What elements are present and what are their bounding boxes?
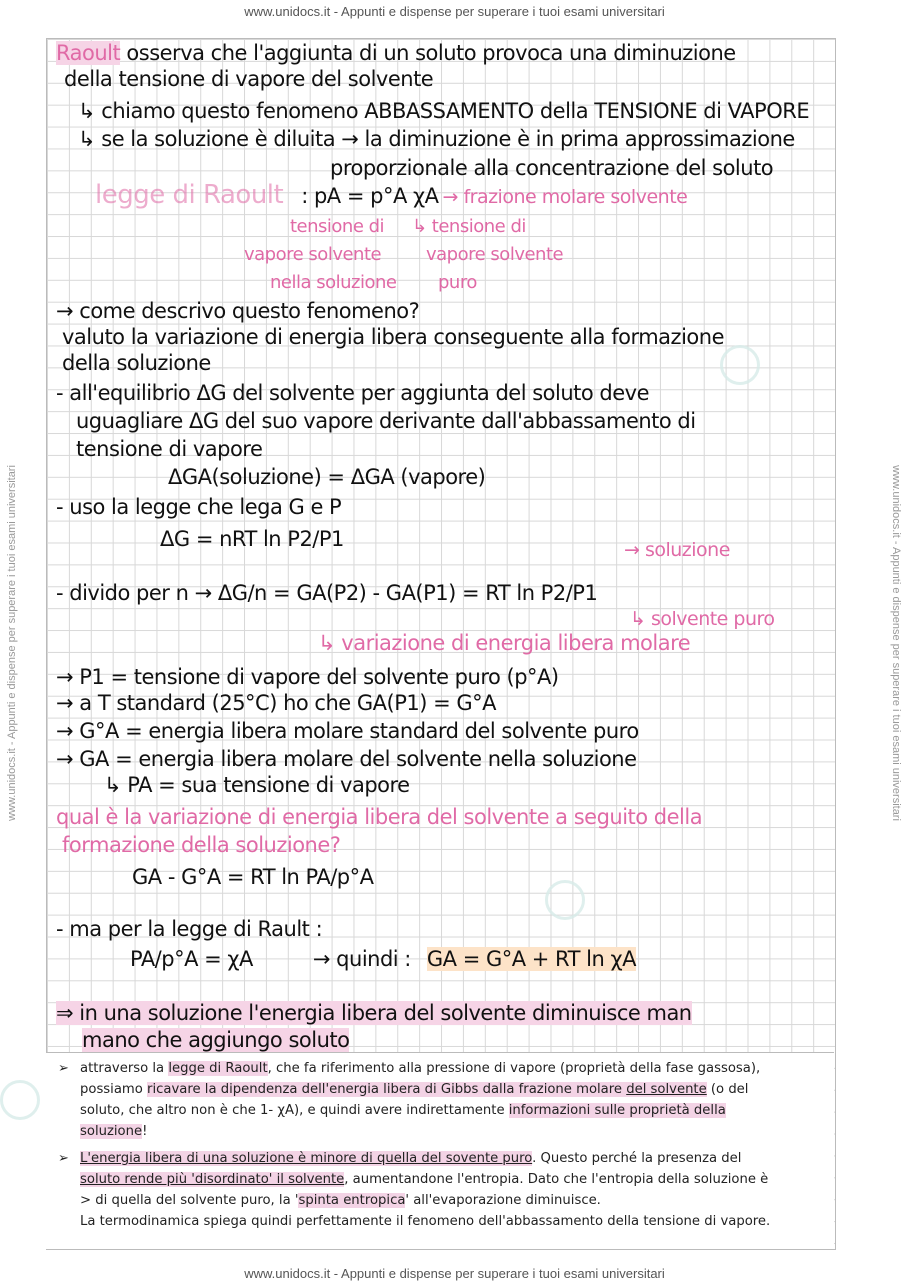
side-watermark-left: www.unidocs.it - Appunti e dispense per superare i tuoi esami universitari — [6, 465, 18, 821]
typed-highlight: legge di Raoult — [168, 1061, 268, 1076]
note-line — [82, 1027, 349, 1053]
note-line: ↳ se la soluzione è diluita → la diminuzione è in prima approssimazione — [78, 127, 795, 151]
typed-text: , che fa riferimento alla pressione di vapore (proprietà della fase gassosa), — [267, 1061, 761, 1076]
page-header-watermark: www.unidocs.it - Appunti e dispense per superare i tuoi esami universitari — [244, 4, 665, 19]
note-annotation: vapore solvente — [244, 244, 382, 265]
note-line: → G°A = energia libera molare standard del solvente puro — [56, 719, 639, 743]
note-line: → a T standard (25°C) ho che GA(P1) = G°A — [56, 691, 497, 715]
note-question: qual è la variazione di energia libera del solvente a seguito della — [56, 805, 703, 829]
note-line: proporzionale alla concentrazione del soluto — [330, 156, 774, 180]
highlighted-formula: GA = G°A + RT ln χA — [426, 947, 636, 971]
typed-paragraph-2 — [58, 1148, 828, 1232]
note-text: → quindi : — [312, 947, 411, 971]
typed-highlight: ricavare la dipendenza dell'energia libera di Gibbs dalla frazione molare — [147, 1082, 627, 1097]
note-annotation: ↳ solvente puro — [630, 608, 775, 630]
typed-text: ' all'evaporazione diminuisce. — [405, 1193, 601, 1208]
note-annotation: tensione di — [290, 216, 385, 237]
bullet-arrow-icon: ➢ — [58, 1061, 69, 1076]
raoult-name: Raoult — [56, 41, 121, 65]
typed-highlight: soluto rende più 'disordinato' il solvente — [80, 1172, 345, 1187]
note-annotation: ↳ tensione di — [412, 216, 526, 237]
note-text: osserva che l'aggiunta di un soluto provoca una diminuzione — [120, 41, 736, 65]
note-line: - uso la legge che lega G e P — [56, 495, 342, 519]
note-line: ΔG = nRT ln P2/P1 — [160, 527, 344, 551]
note-question: formazione della soluzione? — [62, 833, 341, 857]
note-annotation: vapore solvente — [426, 244, 564, 265]
note-line: ↳ chiamo questo fenomeno ABBASSAMENTO della TENSIONE di VAPORE — [78, 99, 810, 123]
conclusion-text: ⇒ in una soluzione l'energia libera del solvente diminuisce man — [56, 1001, 692, 1025]
note-line: valuto la variazione di energia libera conseguente alla formazione — [62, 325, 724, 349]
raoult-formula: : pA = p°A χA — [301, 184, 439, 208]
note-annotation: nella soluzione — [270, 272, 397, 293]
page-footer-watermark: www.unidocs.it - Appunti e dispense per superare i tuoi esami universitari — [244, 1266, 665, 1281]
note-annotation: puro — [438, 272, 477, 293]
typed-text: possiamo — [80, 1082, 148, 1097]
note-line: della tensione di vapore del solvente — [64, 67, 434, 91]
formula: PA/p°A = χA — [130, 947, 253, 971]
typed-highlight: soluzione — [80, 1124, 143, 1139]
typed-text: . Questo perché la presenza del — [532, 1151, 742, 1166]
note-line: uguagliare ΔG del suo vapore derivante dall'abbassamento di — [76, 409, 696, 433]
typed-text: (o del — [706, 1082, 749, 1097]
typed-highlight: informazioni sulle proprietà della — [508, 1103, 726, 1118]
typed-text: La termodinamica spiega quindi perfettamente il fenomeno dell'abbassamento della tensione di vapore. — [80, 1214, 771, 1229]
note-line — [130, 946, 636, 972]
typed-text: ! — [142, 1124, 148, 1139]
note-line: → P1 = tensione di vapore del solvente puro (p°A) — [56, 665, 559, 689]
note-line: - ma per la legge di Rault : — [56, 917, 323, 941]
conclusion-text: mano che aggiungo soluto — [82, 1028, 350, 1052]
note-line: - all'equilibrio ΔG del solvente per aggiunta del soluto deve — [56, 381, 649, 405]
side-watermark-right: www.unidocs.it - Appunti e dispense per superare i tuoi esami universitari — [890, 465, 902, 821]
typed-highlight: del solvente — [626, 1082, 707, 1097]
note-line — [56, 1000, 692, 1026]
watermark-logo-icon — [0, 1080, 40, 1120]
note-annotation: ↳ variazione di energia libera molare — [318, 631, 691, 655]
note-line: GA - G°A = RT ln PA/p°A — [132, 865, 374, 889]
typed-paragraph-1 — [58, 1058, 828, 1142]
formula-annotation: → frazione molare solvente — [442, 186, 688, 208]
typed-text: attraverso la — [80, 1061, 169, 1076]
watermark-logo-icon — [545, 880, 585, 920]
note-line: - divido per n → ΔG/n = GA(P2) - GA(P1) = RT ln P2/P1 — [56, 581, 598, 605]
typed-highlight: spinta entropica — [298, 1193, 406, 1208]
watermark-logo-icon — [720, 345, 760, 385]
note-line: ΔGA(soluzione) = ΔGA (vapore) — [168, 465, 486, 489]
note-line: ↳ PA = sua tensione di vapore — [104, 773, 410, 797]
typed-text: > di quella del solvente puro, la ' — [80, 1193, 299, 1208]
note-line: → GA = energia libera molare del solvente nella soluzione — [56, 747, 637, 771]
typed-text: , aumentandone l'entropia. Dato che l'entropia della soluzione è — [344, 1172, 769, 1187]
bullet-arrow-icon: ➢ — [58, 1151, 69, 1166]
note-line: → come descrivo questo fenomeno? — [56, 299, 420, 323]
note-line — [56, 40, 736, 66]
typed-text: soluto, che altro non è che 1- χA), e quindi avere indirettamente — [80, 1103, 509, 1118]
note-annotation: → soluzione — [624, 539, 730, 561]
note-line — [95, 182, 687, 210]
note-line: tensione di vapore — [76, 437, 263, 461]
typed-highlight: L'energia libera di una soluzione è minore di quella del sovente puro — [80, 1151, 533, 1166]
raoult-law-title: legge di Raoult — [95, 180, 284, 210]
note-line: della soluzione — [62, 351, 211, 375]
